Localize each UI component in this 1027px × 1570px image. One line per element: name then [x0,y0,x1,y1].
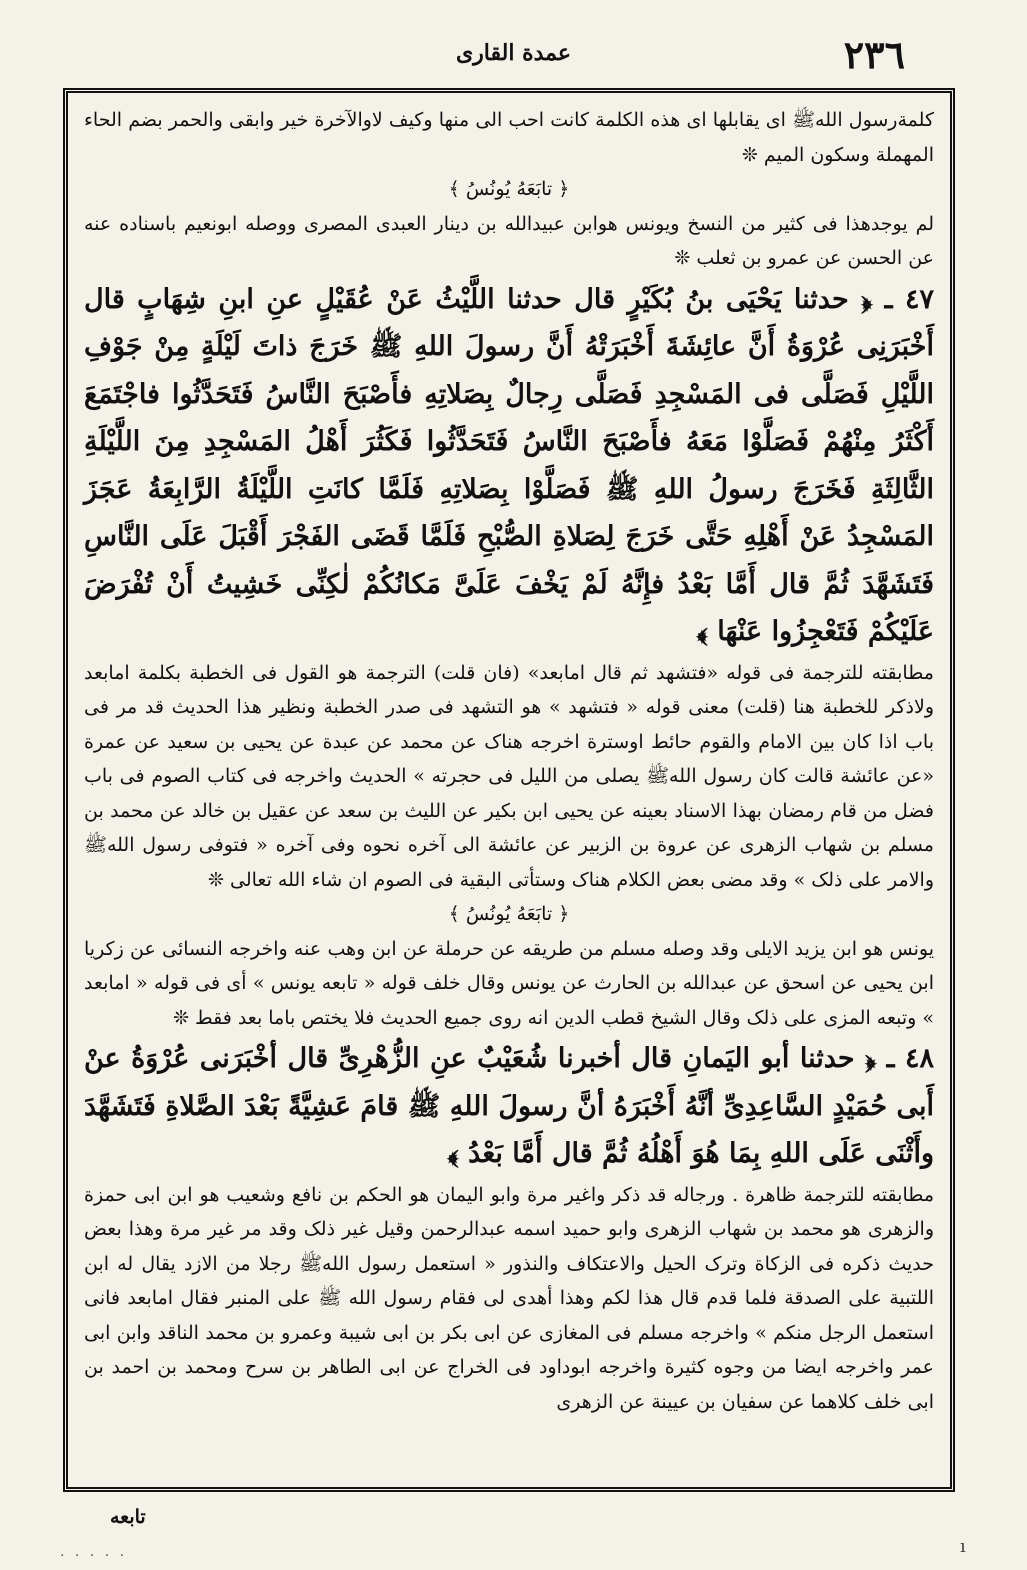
commentary-paragraph: یونس هو ابن یزید الایلی وقد وصله مسلم من طریقه عن حرملة عن ابن وهب عنه واخرجه النسائی عن زکریا ابن یحیی عن اسحق عن عبدالله بن الحارث عن یونس وقال خلف قوله « تابعه یونس » أی فی قوله « امابعد » وتبعه المزی علی ذلک وقال الشیخ قطب الدین انه روی جمیع الحدیث فلا یختص باما بعد فقط ❊ [84,937,934,1029]
scan-edge-dots: · · · · · [60,1548,128,1564]
hadith-text: ﴿ حدثنا یَحْیَی بنُ بُکَیْرٍ قال حدثنا اللَّیْثُ عَنْ عُقَیْلٍ عنِ ابنِ شِهَابٍ قال أَخْبَرَنِی عُرْوَةُ أَنَّ عائِشَةَ أَخْبَرَتْهُ أَنَّ رسولَ اللهِ ﷺ خَرَجَ ذاتَ لَیْلَةٍ مِنْ جَوْفِ اللَّیْلِ فَصَلَّی فی المَسْجِدِ فَصَلَّی رِجالٌ بِصَلاتِهِ فأَصْبَحَ النَّاسُ فَتَحَدَّثُوا فاجْتَمَعَ أَکْثَرُ مِنْهُمْ فَصَلَّوْا مَعَهُ فأَصْبَحَ النَّاسُ فَتَحَدَّثُوا فَکَثُرَ أَهْلُ المَسْجِدِ مِنَ اللَّیْلَةِ الثَّالِثَةِ فَخَرَجَ رسولُ اللهِ ﷺ فَصَلَّوْا بِصَلاتِهِ فَلَمَّا کانَتِ اللَّیْلَةُ الرَّابِعَةُ عَجَزَ المَسْجِدُ عَنْ أَهْلِهِ حَتَّی خَرَجَ لِصَلاةِ الصُّبْحِ فَلَمَّا قَضَی الفَجْرَ أَقْبَلَ عَلَی النَّاسِ فَتَشَهَّدَ ثُمَّ قال أَمَّا بَعْدُ فإِنَّهُ لَمْ یَخْفَ عَلَیَّ مَکانُکُمْ لٰکِنِّی خَشِیتُ أَنْ تُفْرَضَ عَلَیْکُمْ فَتَعْجِزُوا عَنْهَا ﴾ [84,283,934,647]
running-title: عمدة القاری [455,40,572,66]
section-heading: ﴿ تابَعَهُ یُونُسُ ﴾ [448,178,570,200]
scan-edge-mark: ı [960,1536,966,1557]
text-frame [63,88,955,1492]
page-header [0,30,1027,84]
commentary-paragraph: مطابقته للترجمة فی قوله «فتشهد ثم قال امابعد» (فان قلت) الترجمة هو القول فی الخطبة بکلمة امابعد ولاذکر للخطبة هنا (قلت) معنی قوله « فتشهد » هو التشهد فی صدر الخطبة ونظیر هذا الحدیث قد مر فی باب اذا کان بین الامام والقوم حائط اوسترة اخرجه هناک عن محمد عن عبدة عن یحیی بن سعید عن عمرة «عن عائشة قالت کان رسول اللهﷺ یصلی من اللیل فی حجرته » الحدیث واخرجه فی کتاب الصوم فی باب فضل من قام رمضان بهذا الاسناد بعینه عن یحیی ابن بکیر عن اللیث بن سعد عن عقیل بن خالد عن محمد بن مسلم بن شهاب الزهری عن عروة بن الزبیر عن عائشة الی آخره نحوه وفی آخره « فتوفی رسول اللهﷺ والامر علی ذلک » وقد مضی بعض الکلام هناک وستأتی البقیة فی الصوم ان شاء الله تعالی ❊ [84,661,934,891]
hadith-number: ٤٧ [904,283,934,315]
section-heading: ﴿ تابَعَهُ یُونُسُ ﴾ [448,903,570,925]
page-number: ٢٣٦ [843,32,905,77]
hadith-text: ﴿ حدثنا أبو الیَمانِ قال أخبرنا شُعَیْبٌ عنِ الزُّهْرِیِّ قال أخْبَرَنی عُرْوَةُ عنْ أَبی حُمَیْدٍ السَّاعِدِیِّ أنَّهُ أَخْبَرَهُ أنَّ رسولَ اللهِ ﷺ قامَ عَشِیَّةً بَعْدَ الصَّلاةِ فَتَشَهَّدَ وأَثْنَی عَلَی اللهِ بِمَا هُوَ أَهْلُهُ ثُمَّ قال أَمَّا بَعْدُ ﴾ [84,1043,934,1169]
commentary-paragraph: لم یوجدهذا فی کثیر من النسخ ویونس هوابن عبیدالله بن دینار العبدی المصری ووصله ابونعیم باسناده عنه عن الحسن عن عمرو بن ثعلب ❊ [84,212,934,269]
hadith-paragraph: ٤٧ ـ ﴿ حدثنا یَحْیَی بنُ بُکَیْرٍ قال حدثنا اللَّیْثُ عَنْ عُقَیْلٍ عنِ ابنِ شِهَابٍ قال أَخْبَرَنِی عُرْوَةُ أَنَّ عائِشَةَ أَخْبَرَتْهُ أَنَّ رسولَ اللهِ ﷺ خَرَجَ ذاتَ لَیْلَةٍ مِنْ جَوْفِ اللَّیْلِ فَصَلَّی فی المَسْجِدِ فَصَلَّی رِجالٌ بِصَلاتِهِ فأَصْبَحَ النَّاسُ فَتَحَدَّثُوا فاجْتَمَعَ أَکْثَرُ مِنْهُمْ فَصَلَّوْا مَعَهُ فأَصْبَحَ النَّاسُ فَتَحَدَّثُوا فَکَثُرَ أَهْلُ المَسْجِدِ مِنَ اللَّیْلَةِ الثَّالِثَةِ فَخَرَجَ رسولُ اللهِ ﷺ فَصَلَّوْا بِصَلاتِهِ فَلَمَّا کانَتِ اللَّیْلَةُ الرَّابِعَةُ عَجَزَ المَسْجِدُ عَنْ أَهْلِهِ حَتَّی خَرَجَ لِصَلاةِ الصُّبْحِ فَلَمَّا قَضَی الفَجْرَ أَقْبَلَ عَلَی النَّاسِ فَتَشَهَّدَ ثُمَّ قال أَمَّا بَعْدُ فإِنَّهُ لَمْ یَخْفَ عَلَیَّ مَکانُکُمْ لٰکِنِّی خَشِیتُ أَنْ تُفْرَضَ عَلَیْکُمْ فَتَعْجِزُوا عَنْهَا ﴾ [84,283,934,647]
commentary-paragraph: مطابقته للترجمة ظاهرة . ورجاله قد ذکر واغیر مرة وابو الیمان هو الحکم بن نافع وشعیب هو ابن ابی حمزة والزهری هو محمد بن شهاب الزهری وابو حمید اسمه عبدالرحمن وقیل غیر ذلک وقد مر غیر مرة وهذا بعض حدیث ذکره فی الزکاة وترک الحیل والاعتکاف والنذور « استعمل رسول اللهﷺ رجلا من الازد یقال له ابن اللتبیة علی الصدقة فلما قدم قال هذا لکم وهذا أهدی لی فقام رسول الله ﷺ علی المنبر فقال امابعد فانی استعمل الرجل منکم » واخرجه مسلم فی المغازی عن ابی بکر بن ابی شیبة وعمرو بن محمد الناقد وابن ابی عمر واخرجه ایضا من وجوه کثیرة واخرجه ابوداود فی الخراج عن ابی الطاهر بن سرح ومحمد بن احمد بن ابی خلف کلاهما عن سفیان بن عیینة عن الزهری [84,1183,934,1413]
catchword: تابعه [110,1506,146,1528]
hadith-number: ٤٨ [904,1043,934,1074]
hadith-paragraph: ٤٨ ـ ﴿ حدثنا أبو الیَمانِ قال أخبرنا شُعَیْبٌ عنِ الزُّهْرِیِّ قال أخْبَرَنی عُرْوَةُ عنْ أَبی حُمَیْدٍ السَّاعِدِیِّ أنَّهُ أَخْبَرَهُ أنَّ رسولَ اللهِ ﷺ قامَ عَشِیَّةً بَعْدَ الصَّلاةِ فَتَشَهَّدَ وأَثْنَی عَلَی اللهِ بِمَا هُوَ أَهْلُهُ ثُمَّ قال أَمَّا بَعْدُ ﴾ [84,1043,934,1169]
commentary-paragraph: کلمةرسول اللهﷺ ای یقابلها ای هذه الکلمة کانت احب الی منها وکیف لاوالآخرة خیر وابقی والحمر بضم الحاء المهملة وسکون المیم ❊ [84,109,934,166]
